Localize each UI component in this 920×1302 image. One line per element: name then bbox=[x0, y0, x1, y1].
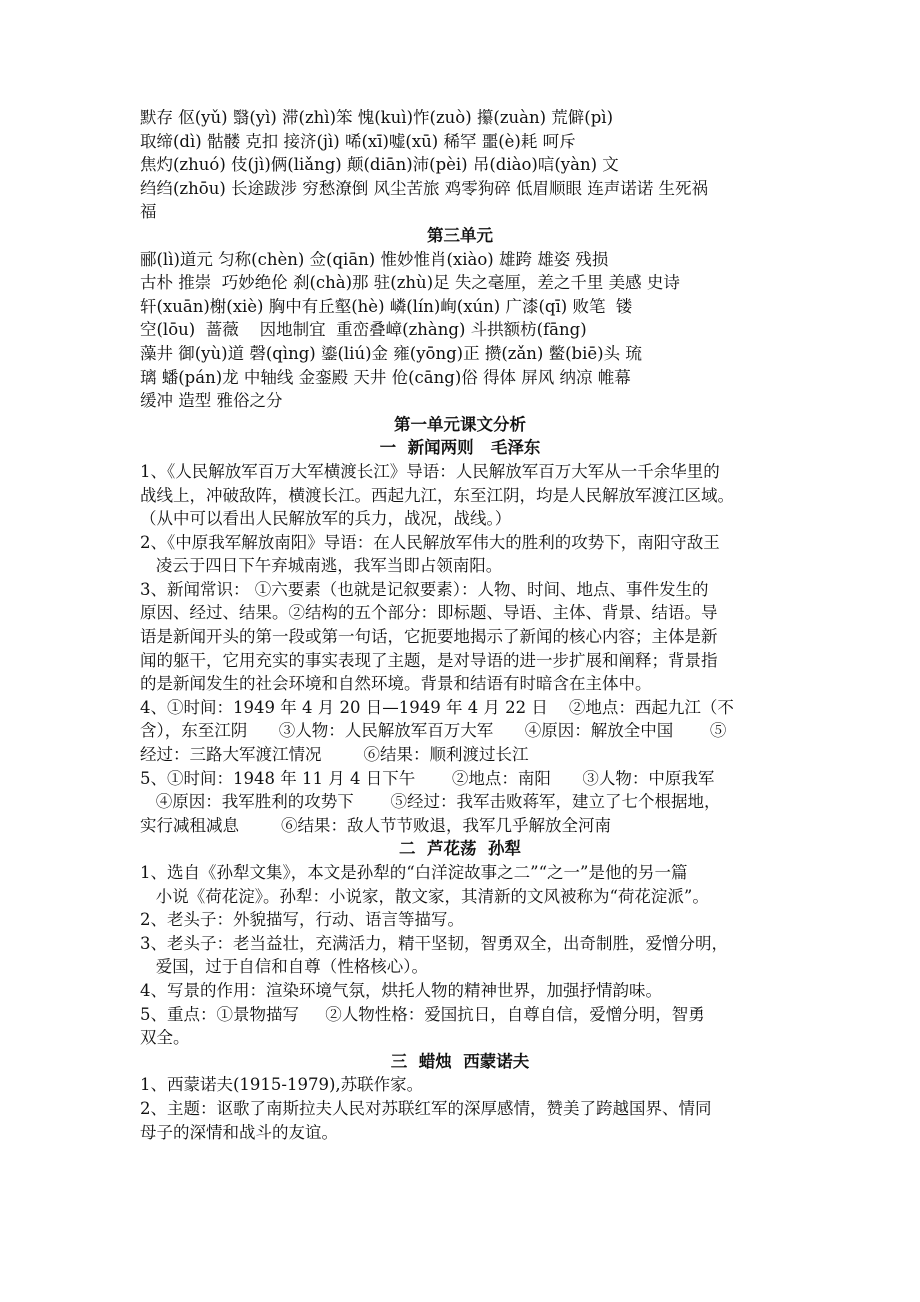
text-line: 璃 蟠(pán)龙 中轴线 金銮殿 天井 伧(cāng)俗 得体 屏风 纳凉 帷幕 bbox=[140, 367, 631, 387]
vocab-section-top bbox=[0, 106, 920, 224]
text-line: 2、《中原我军解放南阳》导语：在人民解放军伟大的胜利的攻势下，南阳守敌王 bbox=[140, 532, 720, 552]
text-line: 战线上，冲破敌阵，横渡长江。西起九江，东至江阴，均是人民解放军渡江区域。 bbox=[140, 485, 734, 505]
text-line: 4、①时间：1949 年 4 月 20 日—1949 年 4 月 22 日 ②地点：西起九江（不 bbox=[140, 697, 734, 717]
text-line: 绉绉(zhōu) 长途跋涉 穷愁潦倒 风尘苦旅 鸡零狗碎 低眉顺眼 连声诺诺 生死祸 bbox=[140, 178, 708, 198]
text-line: 古朴 推崇 巧妙绝伦 刹(chà)那 驻(zhù)足 失之毫厘，差之千里 美感 史诗 bbox=[140, 273, 680, 293]
document-page bbox=[0, 106, 920, 1144]
lesson1-body bbox=[0, 460, 920, 838]
text-line: 缓冲 造型 雅俗之分 bbox=[140, 391, 283, 411]
text-line: 母子的深情和战斗的友谊。 bbox=[140, 1122, 338, 1142]
lesson1-heading: 一 新闻两则 毛泽东 bbox=[379, 438, 541, 458]
text-line: 爱国，过于自信和自尊（性格核心）。 bbox=[140, 957, 428, 977]
text-line: ④原因：我军胜利的攻势下 ⑤经过：我军击败蒋军，建立了七个根据地， bbox=[140, 792, 721, 812]
text-line: 3、新闻常识： ①六要素（也就是记叙要素）：人物、时间、地点、事件发生的 bbox=[140, 579, 709, 599]
text-line: 藻井 御(yù)道 磬(qìng) 鎏(liú)金 雍(yōng)正 攒(zǎn) 鳖(biē)头 琉 bbox=[140, 343, 642, 363]
text-line: 实行减租减息 ⑥结果：敌人节节败退，我军几乎解放全河南 bbox=[140, 815, 611, 835]
text-line: 福 bbox=[140, 202, 157, 222]
vocab-section-unit3 bbox=[0, 248, 920, 413]
text-line: 原因、经过、结果。②结构的五个部分：即标题、导语、主体、背景、结语。导 bbox=[140, 603, 718, 623]
text-line: 1、西蒙诺夫(1915-1979),苏联作家。 bbox=[140, 1075, 424, 1095]
lesson2-heading: 二 芦花荡 孙犁 bbox=[399, 839, 521, 859]
text-line: 3、老头子：老当益壮，充满活力，精干坚韧，智勇双全，出奇制胜，爱憎分明， bbox=[140, 933, 728, 953]
text-line: 经过：三路大军渡江情况 ⑥结果：顺利渡过长江 bbox=[140, 745, 529, 765]
text-line: 默存 伛(yǔ) 翳(yì) 滞(zhì)笨 愧(kuì)怍(zuò) 攥(zuàn) 荒僻(pì) bbox=[140, 108, 614, 127]
text-line: 取缔(dì) 骷髅 克扣 接济(jì) 唏(xī)嘘(xū) 稀罕 噩(è)耗 呵斥 bbox=[140, 131, 576, 151]
text-line: 4、写景的作用：渲染环境气氛，烘托人物的精神世界，加强抒情韵味。 bbox=[140, 980, 662, 1000]
text-line: 5、①时间：1948 年 11 月 4 日下午 ②地点：南阳 ③人物：中原我军 bbox=[140, 768, 715, 788]
text-line: 小说《荷花淀》。孙犁：小说家，散文家，其清新的文风被称为“荷花淀派”。 bbox=[140, 886, 709, 906]
text-line: 凌云于四日下午弃城南逃，我军当即占领南阳。 bbox=[140, 556, 503, 576]
text-line: 2、主题：讴歌了南斯拉夫人民对苏联红军的深厚感情，赞美了跨越国界、情同 bbox=[140, 1098, 712, 1118]
text-line: 5、重点：①景物描写 ②人物性格：爱国抗日，自尊自信，爱憎分明，智勇 bbox=[140, 1004, 705, 1024]
lesson2-body bbox=[0, 861, 920, 1050]
text-line: 焦灼(zhuó) 伎(jì)俩(liǎng) 颠(diān)沛(pèi) 吊(diào)唁(yàn) 文 bbox=[140, 155, 619, 175]
text-line: 双全。 bbox=[140, 1028, 190, 1048]
text-line: （从中可以看出人民解放军的兵力，战况，战线。） bbox=[140, 509, 512, 529]
text-line: 语是新闻开头的第一段或第一句话，它扼要地揭示了新闻的核心内容；主体是新 bbox=[140, 627, 718, 647]
text-line: 的是新闻发生的社会环境和自然环境。背景和结语有时暗含在主体中。 bbox=[140, 674, 652, 694]
unit3-heading: 第三单元 bbox=[427, 225, 493, 245]
text-line: 1、选自《孙犁文集》，本文是孙犁的“白洋淀故事之二”“之一”是他的另一篇 bbox=[140, 863, 688, 882]
text-line: 闻的躯干，它用充实的事实表现了主题，是对导语的进一步扩展和阐释；背景指 bbox=[140, 650, 718, 670]
text-line: 轩(xuān)榭(xiè) 胸中有丘壑(hè) 嶙(lín)峋(xún) 广漆(qī) 败笔 镂 bbox=[140, 296, 633, 316]
text-line: 含），东至江阴 ③人物：人民解放军百万大军 ④原因：解放全中国 ⑤ bbox=[140, 721, 727, 741]
text-line: 2、老头子：外貌描写，行动、语言等描写。 bbox=[140, 910, 464, 930]
text-line: 1、《人民解放军百万大军横渡长江》导语：人民解放军百万大军从一千余华里的 bbox=[140, 461, 720, 481]
text-line: 空(lōu) 蔷薇 因地制宜 重峦叠嶂(zhàng) 斗拱额枋(fāng) bbox=[140, 320, 587, 340]
unit1-analysis-heading: 第一单元课文分析 bbox=[394, 414, 526, 434]
lesson3-heading: 三 蜡烛 西蒙诺夫 bbox=[390, 1051, 530, 1071]
lesson3-body bbox=[0, 1073, 920, 1144]
text-line: 郦(lì)道元 匀称(chèn) 佥(qiān) 惟妙惟肖(xiào) 雄跨 雄姿 残损 bbox=[140, 249, 609, 269]
